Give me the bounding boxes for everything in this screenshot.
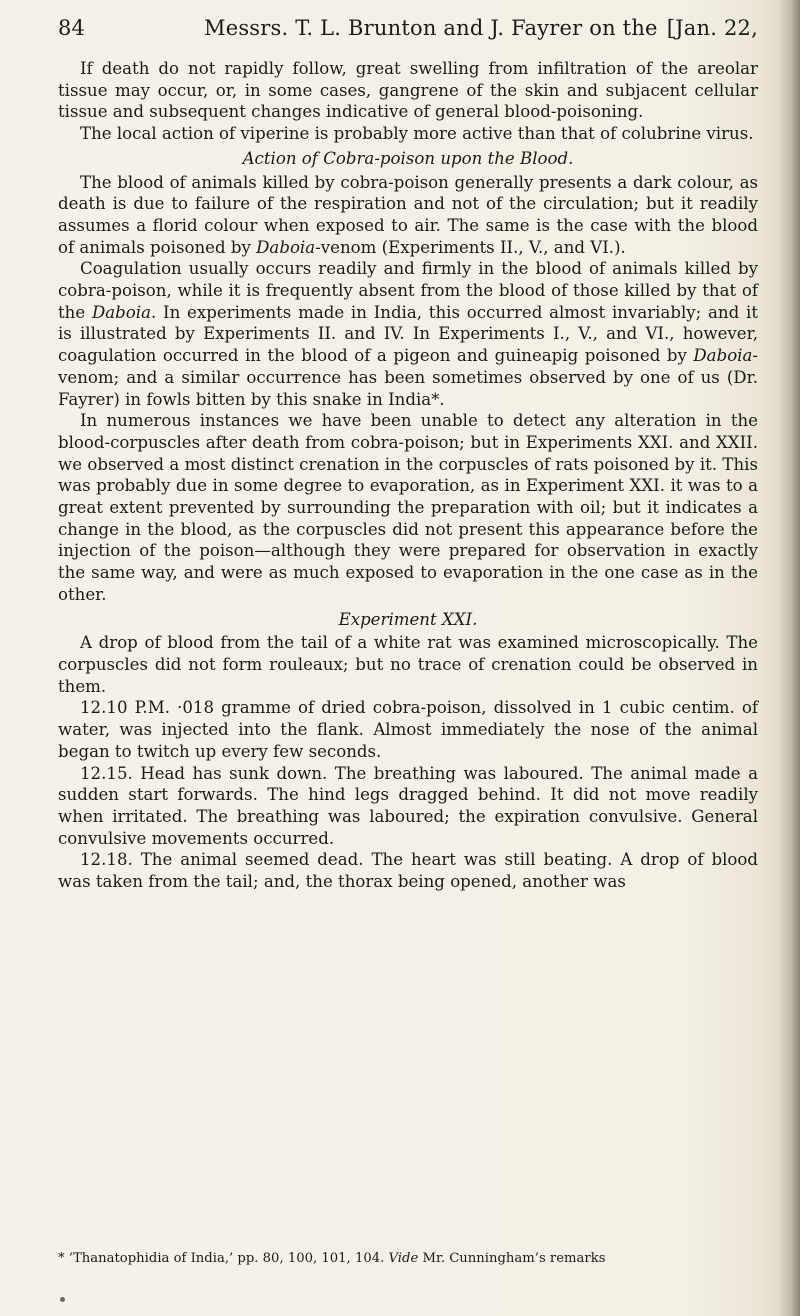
body-text [58, 58, 758, 893]
paragraph: Coagulation usually occurs readily and firmly in the blood of animals killed by cobra-poison, while it is frequently absent from the blood of those killed by that of the Daboia. In experiments made in India, this occurred almost invariably; and it is illustrated by Experiments II. and IV. In Experiments I., V., and VI., however, coagulation occurred in the blood of a pigeon and guineapig poisoned by Daboia-venom; and a similar occurrence has been sometimes observed by one of us (Dr. Fayrer) in fowls bitten by this snake in India*. [58, 259, 758, 409]
paragraph: If death do not rapidly follow, great swelling from infiltration of the areolar tissue may occur, or, in some cases, gangrene of the skin and subjacent cellular tissue and subsequent changes indicative of general blood-poisoning. [58, 59, 758, 122]
paragraph: The local action of viperine is probably more active than that of colubrine virus. [80, 124, 754, 144]
page-edge-shadow [778, 0, 800, 1316]
paragraph: In numerous instances we have been unable to detect any alteration in the blood-corpuscles after death from cobra-poison; but in Experiments XXI. and XXII. we observed a most distinct crenation in the corpuscles of rats poisoned by it. This was probably due in some degree to evaporation, as in Experiment XXI. it was to a great extent prevented by surrounding the preparation with oil; but it indicates a change in the blood, as the corpuscles did not present this appearance before the injection of the poison—although they were prepared for observation in exactly the same way, and were as much exposed to evaporation in the one case as in the other. [58, 411, 758, 604]
section-heading: Action of Cobra-poison upon the Blood. [242, 148, 574, 168]
running-date: [Jan. 22, [666, 16, 758, 40]
footnote: * ‘Thanatophidia of India,’ pp. 80, 100, 101, 104. Vide Mr. Cunningham’s remarks [58, 1251, 606, 1266]
experiment-heading: Experiment XXI. [338, 609, 478, 629]
ink-mark [60, 1297, 65, 1302]
running-title: Messrs. T. L. Brunton and J. Fayrer on the [204, 16, 658, 40]
paragraph: The blood of animals killed by cobra-poison generally presents a dark colour, as death is due to failure of the respiration and not of the circulation; but it readily assumes a florid colour when exposed to air. The same is the case with the blood of animals poisoned by Daboia-venom (Experiments II., V., and VI.). [58, 172, 758, 257]
paragraph: 12.10 P.M. ·018 gramme of dried cobra-poison, dissolved in 1 cubic centim. of water, was injected into the flank. Almost immediately the nose of the animal began to twitch up every few seconds. [58, 698, 758, 761]
paragraph: 12.18. The animal seemed dead. The heart was still beating. A drop of blood was taken from the tail; and, the thorax being opened, another was [58, 850, 758, 892]
running-header [58, 10, 758, 44]
paragraph: A drop of blood from the tail of a white rat was examined microscopically. The corpuscles did not form rouleaux; but no trace of crenation could be observed in them. [58, 633, 758, 696]
page-number: 84 [58, 16, 86, 40]
paragraph: 12.15. Head has sunk down. The breathing was laboured. The animal made a sudden start forwards. The hind legs dragged behind. It did not move readily when irritated. The breathing was laboured; the expiration convulsive. General convulsive movements occurred. [58, 763, 758, 848]
